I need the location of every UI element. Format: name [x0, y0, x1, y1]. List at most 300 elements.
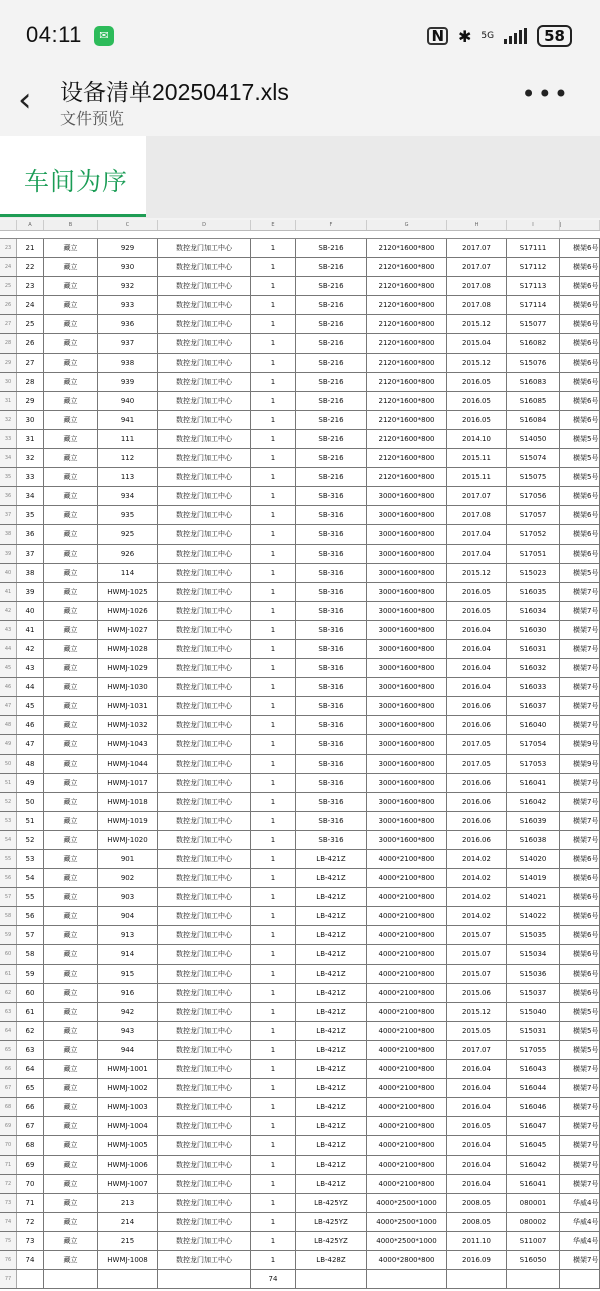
cell-size[interactable]: 2120*1600*800 [367, 334, 447, 352]
cell-size[interactable]: 4000*2100*800 [367, 850, 447, 868]
row-number[interactable]: 38 [0, 525, 17, 543]
cell-sn[interactable]: S17057 [507, 506, 560, 524]
cell-sn[interactable]: S16043 [507, 1060, 560, 1078]
cell-name[interactable]: 数控龙门加工中心 [158, 926, 251, 944]
cell-sn[interactable]: S16046 [507, 1098, 560, 1116]
cell-model[interactable] [296, 1270, 367, 1288]
cell-code[interactable]: HWMJ-1017 [98, 774, 158, 792]
cell-sn[interactable]: S16033 [507, 678, 560, 696]
cell-size[interactable]: 2120*1600*800 [367, 239, 447, 257]
cell-model[interactable]: SB-316 [296, 735, 367, 753]
table-row[interactable] [0, 984, 600, 1003]
cell-name[interactable]: 数控龙门加工中心 [158, 965, 251, 983]
cell-qty[interactable]: 1 [251, 716, 296, 734]
cell-n[interactable]: 28 [17, 373, 44, 391]
column-header-a[interactable]: A [17, 220, 44, 230]
cell-date[interactable]: 2017.07 [447, 239, 507, 257]
cell-type[interactable]: 藏立 [44, 258, 98, 276]
cell-size[interactable]: 4000*2800*800 [367, 1251, 447, 1269]
cell-date[interactable]: 2015.11 [447, 468, 507, 486]
cell-name[interactable]: 数控龙门加工中心 [158, 1251, 251, 1269]
table-row[interactable] [0, 1079, 600, 1098]
cell-name[interactable]: 数控龙门加工中心 [158, 1079, 251, 1097]
cell-name[interactable]: 数控龙门加工中心 [158, 487, 251, 505]
cell-date[interactable]: 2015.11 [447, 449, 507, 467]
cell-name[interactable]: 数控龙门加工中心 [158, 545, 251, 563]
cell-qty[interactable]: 1 [251, 525, 296, 543]
cell-model[interactable]: SB-316 [296, 774, 367, 792]
cell-date[interactable]: 2016.04 [447, 659, 507, 677]
cell-sn[interactable]: S16034 [507, 602, 560, 620]
cell-model[interactable]: SB-316 [296, 564, 367, 582]
column-header-f[interactable]: F [296, 220, 367, 230]
table-row[interactable] [0, 888, 600, 907]
cell-date[interactable]: 2017.08 [447, 296, 507, 314]
cell-sn[interactable]: S16042 [507, 793, 560, 811]
cell-n[interactable]: 35 [17, 506, 44, 524]
table-row[interactable] [0, 296, 600, 315]
cell-n[interactable]: 37 [17, 545, 44, 563]
cell-sn[interactable]: S16039 [507, 812, 560, 830]
cell-model[interactable]: SB-316 [296, 487, 367, 505]
cell-n[interactable]: 40 [17, 602, 44, 620]
cell-n[interactable]: 25 [17, 315, 44, 333]
cell-loc[interactable]: 横架6号 [560, 907, 600, 925]
cell-model[interactable]: SB-316 [296, 716, 367, 734]
cell-name[interactable]: 数控龙门加工中心 [158, 697, 251, 715]
cell-n[interactable]: 71 [17, 1194, 44, 1212]
cell-qty[interactable]: 1 [251, 373, 296, 391]
cell-date[interactable]: 2016.06 [447, 774, 507, 792]
cell-code[interactable]: HWMJ-1005 [98, 1136, 158, 1154]
cell-type[interactable]: 藏立 [44, 984, 98, 1002]
cell-type[interactable]: 藏立 [44, 907, 98, 925]
cell-size[interactable]: 3000*1600*800 [367, 487, 447, 505]
cell-n[interactable]: 49 [17, 774, 44, 792]
cell-name[interactable]: 数控龙门加工中心 [158, 258, 251, 276]
row-number[interactable]: 52 [0, 793, 17, 811]
cell-sn[interactable]: 080001 [507, 1194, 560, 1212]
cell-model[interactable]: SB-316 [296, 659, 367, 677]
cell-loc[interactable]: 华威4号 [560, 1232, 600, 1250]
cell-date[interactable]: 2016.04 [447, 1156, 507, 1174]
table-row[interactable] [0, 449, 600, 468]
row-number[interactable]: 29 [0, 354, 17, 372]
cell-date[interactable]: 2016.05 [447, 602, 507, 620]
cell-sn[interactable]: S16082 [507, 334, 560, 352]
cell-model[interactable]: LB-421Z [296, 1175, 367, 1193]
cell-model[interactable]: LB-421Z [296, 1098, 367, 1116]
cell-model[interactable]: SB-316 [296, 640, 367, 658]
cell-loc[interactable]: 横架5号 [560, 1003, 600, 1021]
cell-name[interactable] [158, 1270, 251, 1288]
cell-date[interactable]: 2017.07 [447, 258, 507, 276]
cell-name[interactable]: 数控龙门加工中心 [158, 1136, 251, 1154]
cell-sn[interactable]: S15040 [507, 1003, 560, 1021]
table-row[interactable] [0, 1213, 600, 1232]
table-row[interactable] [0, 793, 600, 812]
cell-model[interactable]: SB-216 [296, 277, 367, 295]
row-number[interactable]: 74 [0, 1213, 17, 1231]
table-row[interactable] [0, 1270, 600, 1289]
cell-loc[interactable]: 横架6号 [560, 869, 600, 887]
row-number[interactable]: 42 [0, 602, 17, 620]
cell-qty[interactable]: 1 [251, 1156, 296, 1174]
cell-qty[interactable]: 1 [251, 258, 296, 276]
cell-loc[interactable]: 横架6号 [560, 945, 600, 963]
cell-model[interactable]: SB-316 [296, 506, 367, 524]
cell-code[interactable]: 935 [98, 506, 158, 524]
cell-loc[interactable]: 横架9号 [560, 735, 600, 753]
cell-type[interactable]: 藏立 [44, 1232, 98, 1250]
cell-qty[interactable]: 1 [251, 1041, 296, 1059]
cell-loc[interactable]: 横架5号 [560, 449, 600, 467]
cell-model[interactable]: LB-421Z [296, 1079, 367, 1097]
cell-model[interactable]: SB-216 [296, 258, 367, 276]
cell-sn[interactable]: S16031 [507, 640, 560, 658]
cell-date[interactable] [447, 1270, 507, 1288]
cell-n[interactable]: 64 [17, 1060, 44, 1078]
cell-type[interactable]: 藏立 [44, 640, 98, 658]
cell-date[interactable]: 2014.02 [447, 869, 507, 887]
cell-model[interactable]: SB-316 [296, 755, 367, 773]
table-row[interactable] [0, 1175, 600, 1194]
cell-size[interactable]: 4000*2100*800 [367, 1117, 447, 1135]
cell-loc[interactable]: 横架5号 [560, 430, 600, 448]
cell-date[interactable]: 2014.10 [447, 430, 507, 448]
cell-loc[interactable]: 横架6号 [560, 965, 600, 983]
cell-sn[interactable]: S16044 [507, 1079, 560, 1097]
row-number[interactable]: 47 [0, 697, 17, 715]
cell-qty[interactable]: 1 [251, 1060, 296, 1078]
cell-name[interactable]: 数控龙门加工中心 [158, 1213, 251, 1231]
cell-code[interactable]: 914 [98, 945, 158, 963]
cell-type[interactable]: 藏立 [44, 1003, 98, 1021]
cell-type[interactable]: 藏立 [44, 354, 98, 372]
cell-model[interactable]: LB-421Z [296, 926, 367, 944]
row-number[interactable]: 63 [0, 1003, 17, 1021]
cell-qty[interactable]: 1 [251, 1194, 296, 1212]
row-number[interactable]: 33 [0, 430, 17, 448]
cell-code[interactable]: 940 [98, 392, 158, 410]
row-number[interactable]: 64 [0, 1022, 17, 1040]
back-arrow-icon[interactable]: ‹ [18, 80, 32, 120]
cell-type[interactable] [44, 1270, 98, 1288]
cell-sn[interactable]: S17051 [507, 545, 560, 563]
cell-date[interactable]: 2016.05 [447, 1117, 507, 1135]
cell-size[interactable]: 3000*1600*800 [367, 793, 447, 811]
cell-type[interactable]: 藏立 [44, 1098, 98, 1116]
cell-qty[interactable]: 1 [251, 239, 296, 257]
row-number[interactable]: 53 [0, 812, 17, 830]
cell-qty[interactable]: 1 [251, 888, 296, 906]
row-number[interactable]: 36 [0, 487, 17, 505]
cell-name[interactable]: 数控龙门加工中心 [158, 430, 251, 448]
cell-type[interactable]: 藏立 [44, 1022, 98, 1040]
cell-type[interactable]: 藏立 [44, 334, 98, 352]
cell-size[interactable]: 4000*2100*800 [367, 1175, 447, 1193]
row-number[interactable]: 44 [0, 640, 17, 658]
cell-size[interactable]: 2120*1600*800 [367, 373, 447, 391]
cell-n[interactable]: 59 [17, 965, 44, 983]
cell-qty[interactable]: 1 [251, 831, 296, 849]
cell-model[interactable]: LB-421Z [296, 1136, 367, 1154]
cell-n[interactable]: 48 [17, 755, 44, 773]
cell-date[interactable]: 2015.05 [447, 1022, 507, 1040]
cell-type[interactable]: 藏立 [44, 411, 98, 429]
cell-model[interactable]: SB-316 [296, 831, 367, 849]
cell-loc[interactable]: 横架7号 [560, 774, 600, 792]
cell-loc[interactable]: 横架6号 [560, 525, 600, 543]
cell-sn[interactable]: S16045 [507, 1136, 560, 1154]
table-row[interactable] [0, 583, 600, 602]
cell-loc[interactable]: 横架6号 [560, 888, 600, 906]
cell-n[interactable]: 38 [17, 564, 44, 582]
row-number[interactable]: 54 [0, 831, 17, 849]
cell-name[interactable]: 数控龙门加工中心 [158, 984, 251, 1002]
cell-loc[interactable]: 横架7号 [560, 1251, 600, 1269]
cell-sn[interactable]: S14021 [507, 888, 560, 906]
cell-date[interactable]: 2008.05 [447, 1213, 507, 1231]
cell-n[interactable]: 32 [17, 449, 44, 467]
cell-date[interactable]: 2014.02 [447, 907, 507, 925]
cell-name[interactable]: 数控龙门加工中心 [158, 392, 251, 410]
cell-sn[interactable]: S15076 [507, 354, 560, 372]
cell-type[interactable]: 藏立 [44, 945, 98, 963]
cell-type[interactable]: 藏立 [44, 277, 98, 295]
cell-size[interactable]: 3000*1600*800 [367, 697, 447, 715]
cell-date[interactable]: 2015.04 [447, 334, 507, 352]
cell-code[interactable]: 934 [98, 487, 158, 505]
row-number[interactable]: 75 [0, 1232, 17, 1250]
cell-model[interactable]: LB-425YZ [296, 1232, 367, 1250]
cell-qty[interactable]: 1 [251, 945, 296, 963]
table-row[interactable] [0, 1232, 600, 1251]
cell-model[interactable]: SB-316 [296, 525, 367, 543]
cell-type[interactable]: 藏立 [44, 774, 98, 792]
cell-type[interactable]: 藏立 [44, 315, 98, 333]
cell-code[interactable]: 936 [98, 315, 158, 333]
cell-type[interactable]: 藏立 [44, 1117, 98, 1135]
cell-date[interactable]: 2016.06 [447, 831, 507, 849]
cell-qty[interactable]: 1 [251, 659, 296, 677]
cell-type[interactable]: 藏立 [44, 869, 98, 887]
cell-model[interactable]: SB-216 [296, 354, 367, 372]
cell-loc[interactable]: 横架5号 [560, 1041, 600, 1059]
cell-type[interactable]: 藏立 [44, 659, 98, 677]
cell-date[interactable]: 2016.04 [447, 1175, 507, 1193]
cell-date[interactable]: 2015.12 [447, 564, 507, 582]
cell-qty[interactable]: 1 [251, 506, 296, 524]
cell-name[interactable]: 数控龙门加工中心 [158, 850, 251, 868]
row-number[interactable]: 37 [0, 506, 17, 524]
cell-sn[interactable]: S17053 [507, 755, 560, 773]
cell-type[interactable]: 藏立 [44, 1175, 98, 1193]
cell-model[interactable]: SB-216 [296, 449, 367, 467]
sheet-tab-active[interactable] [0, 136, 146, 217]
row-number[interactable]: 73 [0, 1194, 17, 1212]
cell-code[interactable]: HWMJ-1004 [98, 1117, 158, 1135]
table-row[interactable] [0, 869, 600, 888]
table-row[interactable] [0, 487, 600, 506]
cell-model[interactable]: LB-421Z [296, 945, 367, 963]
cell-type[interactable]: 藏立 [44, 1156, 98, 1174]
cell-n[interactable]: 58 [17, 945, 44, 963]
cell-qty[interactable]: 1 [251, 277, 296, 295]
cell-size[interactable]: 3000*1600*800 [367, 525, 447, 543]
cell-name[interactable]: 数控龙门加工中心 [158, 735, 251, 753]
cell-sn[interactable]: S16038 [507, 831, 560, 849]
cell-n[interactable]: 44 [17, 678, 44, 696]
cell-name[interactable]: 数控龙门加工中心 [158, 831, 251, 849]
table-row[interactable] [0, 965, 600, 984]
row-number[interactable]: 26 [0, 296, 17, 314]
cell-qty[interactable]: 1 [251, 1175, 296, 1193]
cell-type[interactable]: 藏立 [44, 850, 98, 868]
row-number[interactable]: 66 [0, 1060, 17, 1078]
cell-qty[interactable]: 1 [251, 869, 296, 887]
cell-type[interactable]: 藏立 [44, 545, 98, 563]
row-number[interactable]: 49 [0, 735, 17, 753]
cell-qty[interactable]: 1 [251, 1098, 296, 1116]
cell-loc[interactable]: 横架5号 [560, 564, 600, 582]
cell-n[interactable]: 54 [17, 869, 44, 887]
cell-qty[interactable]: 1 [251, 583, 296, 601]
cell-n[interactable]: 41 [17, 621, 44, 639]
cell-code[interactable]: HWMJ-1028 [98, 640, 158, 658]
cell-loc[interactable]: 横架7号 [560, 793, 600, 811]
cell-code[interactable]: HWMJ-1030 [98, 678, 158, 696]
cell-model[interactable]: LB-421Z [296, 1022, 367, 1040]
cell-loc[interactable]: 横架6号 [560, 239, 600, 257]
cell-date[interactable]: 2017.08 [447, 277, 507, 295]
row-number[interactable]: 48 [0, 716, 17, 734]
cell-name[interactable]: 数控龙门加工中心 [158, 812, 251, 830]
cell-n[interactable]: 22 [17, 258, 44, 276]
cell-model[interactable]: LB-421Z [296, 869, 367, 887]
cell-qty[interactable]: 1 [251, 621, 296, 639]
cell-model[interactable]: SB-216 [296, 239, 367, 257]
cell-type[interactable]: 藏立 [44, 506, 98, 524]
cell-loc[interactable]: 横架6号 [560, 277, 600, 295]
cell-date[interactable]: 2015.07 [447, 965, 507, 983]
cell-name[interactable]: 数控龙门加工中心 [158, 907, 251, 925]
cell-sn[interactable]: S14022 [507, 907, 560, 925]
cell-name[interactable]: 数控龙门加工中心 [158, 354, 251, 372]
cell-type[interactable]: 藏立 [44, 430, 98, 448]
table-row[interactable] [0, 850, 600, 869]
row-number[interactable]: 56 [0, 869, 17, 887]
table-row[interactable] [0, 430, 600, 449]
cell-sn[interactable] [507, 1270, 560, 1288]
cell-loc[interactable] [560, 1270, 600, 1288]
cell-n[interactable]: 36 [17, 525, 44, 543]
cell-qty[interactable]: 1 [251, 850, 296, 868]
table-row[interactable] [0, 1117, 600, 1136]
cell-n[interactable]: 50 [17, 793, 44, 811]
cell-loc[interactable]: 横架6号 [560, 984, 600, 1002]
cell-loc[interactable]: 横架6号 [560, 392, 600, 410]
cell-qty[interactable]: 1 [251, 449, 296, 467]
cell-code[interactable]: 916 [98, 984, 158, 1002]
cell-size[interactable]: 3000*1600*800 [367, 755, 447, 773]
table-row[interactable] [0, 1098, 600, 1117]
row-number[interactable]: 31 [0, 392, 17, 410]
column-header-h[interactable]: H [447, 220, 507, 230]
table-row[interactable] [0, 945, 600, 964]
cell-qty[interactable]: 1 [251, 1213, 296, 1231]
cell-loc[interactable]: 横架6号 [560, 850, 600, 868]
cell-type[interactable]: 藏立 [44, 564, 98, 582]
cell-code[interactable]: 113 [98, 468, 158, 486]
cell-sn[interactable]: S16041 [507, 774, 560, 792]
cell-size[interactable]: 3000*1600*800 [367, 716, 447, 734]
cell-n[interactable]: 30 [17, 411, 44, 429]
table-row[interactable] [0, 697, 600, 716]
cell-code[interactable]: 903 [98, 888, 158, 906]
cell-type[interactable]: 藏立 [44, 755, 98, 773]
cell-name[interactable]: 数控龙门加工中心 [158, 1098, 251, 1116]
cell-qty[interactable]: 1 [251, 1232, 296, 1250]
cell-code[interactable]: 926 [98, 545, 158, 563]
cell-size[interactable]: 2120*1600*800 [367, 258, 447, 276]
cell-size[interactable]: 2120*1600*800 [367, 315, 447, 333]
cell-type[interactable]: 藏立 [44, 525, 98, 543]
cell-code[interactable]: 944 [98, 1041, 158, 1059]
cell-code[interactable]: HWMJ-1031 [98, 697, 158, 715]
cell-loc[interactable]: 横架5号 [560, 468, 600, 486]
cell-n[interactable]: 47 [17, 735, 44, 753]
cell-sn[interactable]: S16042 [507, 1156, 560, 1174]
cell-n[interactable]: 24 [17, 296, 44, 314]
cell-model[interactable]: SB-216 [296, 411, 367, 429]
cell-n[interactable]: 68 [17, 1136, 44, 1154]
cell-size[interactable]: 4000*2100*800 [367, 1041, 447, 1059]
cell-name[interactable]: 数控龙门加工中心 [158, 774, 251, 792]
table-row[interactable] [0, 277, 600, 296]
cell-model[interactable]: SB-216 [296, 392, 367, 410]
table-row[interactable] [0, 258, 600, 277]
cell-loc[interactable]: 横架7号 [560, 1156, 600, 1174]
cell-loc[interactable]: 横架7号 [560, 697, 600, 715]
table-row[interactable] [0, 678, 600, 697]
table-row[interactable] [0, 907, 600, 926]
cell-loc[interactable]: 横架6号 [560, 315, 600, 333]
cell-size[interactable]: 4000*2100*800 [367, 1098, 447, 1116]
cell-model[interactable]: SB-316 [296, 793, 367, 811]
cell-sn[interactable]: S14019 [507, 869, 560, 887]
cell-type[interactable]: 藏立 [44, 373, 98, 391]
cell-code[interactable]: 111 [98, 430, 158, 448]
cell-qty[interactable]: 1 [251, 354, 296, 372]
cell-name[interactable]: 数控龙门加工中心 [158, 1117, 251, 1135]
cell-code[interactable]: HWMJ-1020 [98, 831, 158, 849]
cell-loc[interactable]: 横架7号 [560, 602, 600, 620]
cell-qty[interactable]: 1 [251, 1079, 296, 1097]
row-number[interactable]: 27 [0, 315, 17, 333]
cell-n[interactable]: 56 [17, 907, 44, 925]
cell-code[interactable]: 930 [98, 258, 158, 276]
cell-loc[interactable]: 横架6号 [560, 487, 600, 505]
cell-date[interactable]: 2015.07 [447, 945, 507, 963]
cell-loc[interactable]: 横架9号 [560, 755, 600, 773]
cell-date[interactable]: 2011.10 [447, 1232, 507, 1250]
cell-qty[interactable]: 74 [251, 1270, 296, 1288]
cell-size[interactable]: 3000*1600*800 [367, 621, 447, 639]
cell-sn[interactable]: S17112 [507, 258, 560, 276]
cell-type[interactable]: 藏立 [44, 1079, 98, 1097]
cell-size[interactable]: 3000*1600*800 [367, 640, 447, 658]
